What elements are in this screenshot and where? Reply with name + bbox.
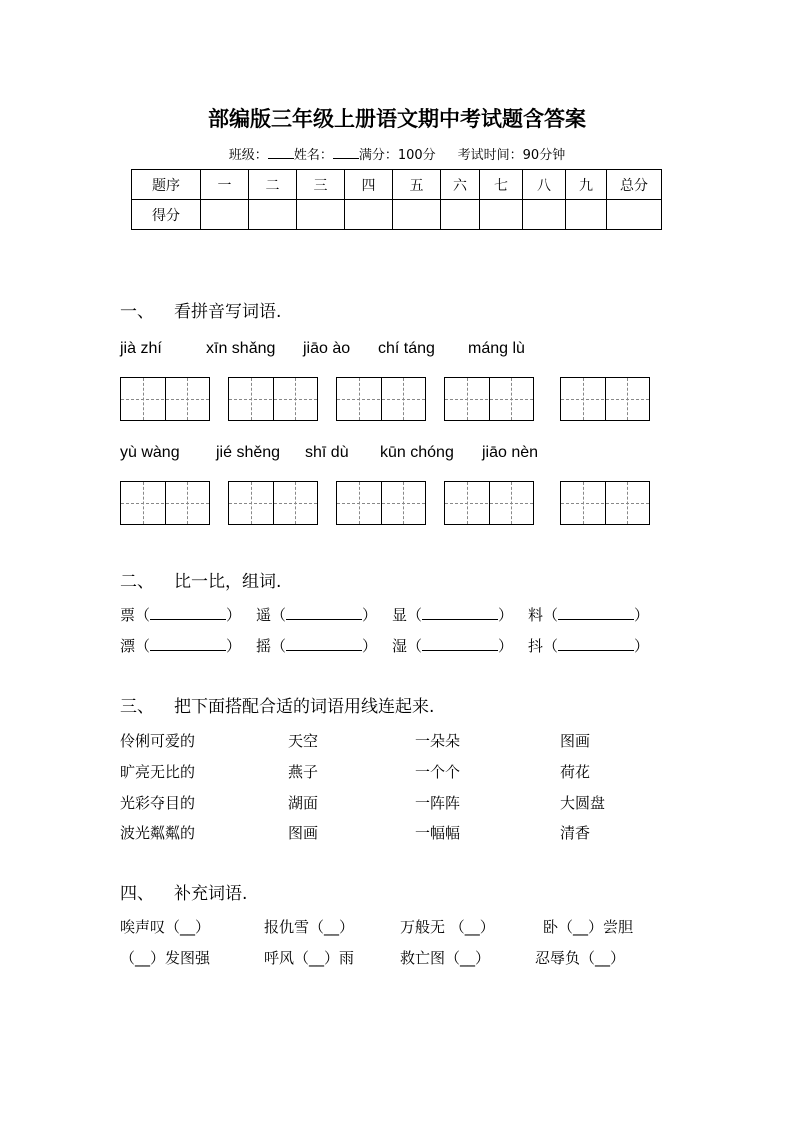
answer-blank[interactable] [150, 650, 226, 651]
score-header-row [132, 170, 662, 200]
compare-char: 漂 [120, 637, 136, 655]
section-3-heading [120, 692, 434, 717]
compare-item [256, 635, 377, 656]
score-header-cell: 六 [441, 170, 480, 200]
match-word[interactable]: 大圆盘 [560, 794, 606, 812]
close-paren: ） [362, 637, 378, 655]
compare-char: 摇 [256, 637, 272, 655]
open-paren: （ [407, 606, 423, 624]
compare-item [392, 635, 513, 656]
writing-grid[interactable] [120, 377, 210, 421]
match-word[interactable]: 光彩夺目的 [120, 794, 196, 812]
writing-grid[interactable] [444, 481, 534, 525]
section-number: 四、 [120, 884, 154, 904]
writing-grid[interactable] [560, 481, 650, 525]
close-paren: ） [634, 606, 650, 624]
answer-blank[interactable] [286, 619, 362, 620]
score-cell[interactable] [480, 200, 523, 230]
score-cell[interactable] [523, 200, 566, 230]
pinyin-label: xīn shǎng [206, 340, 276, 357]
answer-blank[interactable] [558, 650, 634, 651]
supplement-item[interactable]: 呼风（__）雨 [264, 949, 355, 967]
supplement-item[interactable]: 万般无 （__） [400, 918, 495, 936]
score-header-cell: 八 [523, 170, 566, 200]
match-word[interactable]: 伶俐可爱的 [120, 732, 196, 750]
writing-grid[interactable] [228, 377, 318, 421]
pinyin-label: chí táng [378, 340, 435, 357]
score-cell[interactable] [607, 200, 662, 230]
score-header-cell: 题序 [132, 170, 201, 200]
score-cell[interactable] [566, 200, 607, 230]
score-value-row [132, 200, 662, 230]
score-cell[interactable] [441, 200, 480, 230]
section-title: 补充词语. [174, 884, 248, 904]
score-cell[interactable] [297, 200, 345, 230]
score-header-cell: 总分 [607, 170, 662, 200]
writing-grid[interactable] [336, 481, 426, 525]
writing-grid[interactable] [560, 377, 650, 421]
score-cell[interactable] [249, 200, 297, 230]
match-word[interactable]: 一幅幅 [415, 824, 461, 842]
close-paren: ） [226, 606, 242, 624]
score-header-cell: 五 [393, 170, 441, 200]
close-paren: ） [362, 606, 378, 624]
section-title: 看拼音写词语. [174, 302, 282, 322]
supplement-item[interactable]: 唉声叹（__） [120, 918, 211, 936]
close-paren: ） [498, 637, 514, 655]
compare-char: 湿 [392, 637, 408, 655]
page-title: 部编版三年级上册语文期中考试题含答案 [208, 106, 586, 131]
compare-item [256, 604, 377, 625]
compare-item [528, 635, 649, 656]
match-word[interactable]: 燕子 [288, 763, 319, 781]
match-word[interactable]: 波光粼粼的 [120, 824, 196, 842]
section-number: 三、 [120, 697, 154, 717]
answer-blank[interactable] [286, 650, 362, 651]
answer-blank[interactable] [422, 650, 498, 651]
section-4-heading [120, 879, 247, 904]
open-paren: （ [271, 637, 287, 655]
compare-item [392, 604, 513, 625]
section-1-heading [120, 297, 281, 322]
writing-grid[interactable] [120, 481, 210, 525]
supplement-item[interactable]: 救亡图（__） [400, 949, 491, 967]
compare-char: 料 [528, 606, 544, 624]
writing-grid[interactable] [336, 377, 426, 421]
score-header-cell: 九 [566, 170, 607, 200]
match-word[interactable]: 图画 [560, 732, 591, 750]
score-cell[interactable] [345, 200, 393, 230]
score-cell[interactable] [201, 200, 249, 230]
match-word[interactable]: 一朵朵 [415, 732, 461, 750]
writing-grid[interactable] [228, 481, 318, 525]
answer-blank[interactable] [422, 619, 498, 620]
compare-char: 显 [392, 606, 408, 624]
match-word[interactable]: 荷花 [560, 763, 591, 781]
exam-time: 考试时间：90分钟 [457, 148, 566, 163]
supplement-item[interactable]: 报仇雪（__） [264, 918, 355, 936]
section-title: 把下面搭配合适的词语用线连起来. [174, 697, 435, 717]
close-paren: ） [226, 637, 242, 655]
close-paren: ） [634, 637, 650, 655]
pinyin-label: jié shěng [216, 444, 281, 461]
answer-blank[interactable] [150, 619, 226, 620]
close-paren: ） [498, 606, 514, 624]
score-header-cell: 一 [201, 170, 249, 200]
name-blank[interactable] [333, 147, 359, 159]
supplement-item[interactable]: 卧（__）尝胆 [543, 918, 634, 936]
compare-item [120, 604, 241, 625]
compare-char: 遥 [256, 606, 272, 624]
pinyin-label: jiāo ào [303, 340, 351, 357]
exam-meta [0, 144, 794, 163]
compare-char: 抖 [528, 637, 544, 655]
open-paren: （ [407, 637, 423, 655]
section-number: 二、 [120, 572, 154, 592]
name-label: 姓名： [293, 148, 333, 163]
match-word[interactable]: 天空 [288, 732, 319, 750]
match-word[interactable]: 旷亮无比的 [120, 763, 196, 781]
score-header-cell: 四 [345, 170, 393, 200]
match-word[interactable]: 清香 [560, 824, 591, 842]
pinyin-label: kūn chóng [380, 444, 454, 461]
compare-item [528, 604, 649, 625]
answer-blank[interactable] [558, 619, 634, 620]
pinyin-label: jià zhí [120, 340, 162, 357]
writing-grid[interactable] [444, 377, 534, 421]
pinyin-label: shī dù [305, 444, 349, 461]
score-cell[interactable] [393, 200, 441, 230]
supplement-item[interactable]: （__）发图强 [120, 949, 211, 967]
pinyin-label: jiāo nèn [482, 444, 539, 461]
match-word[interactable]: 一阵阵 [415, 794, 461, 812]
compare-item [120, 635, 241, 656]
score-header-cell: 二 [249, 170, 297, 200]
score-table [131, 169, 662, 230]
match-word[interactable]: 图画 [288, 824, 319, 842]
open-paren: （ [543, 606, 559, 624]
score-header-cell: 三 [297, 170, 345, 200]
compare-char: 票 [120, 606, 136, 624]
open-paren: （ [135, 637, 151, 655]
class-label: 班级： [228, 148, 268, 163]
section-title: 比一比，组词. [174, 572, 282, 592]
match-word[interactable]: 湖面 [288, 794, 319, 812]
pinyin-label: máng lù [468, 340, 525, 357]
open-paren: （ [271, 606, 287, 624]
match-word[interactable]: 一个个 [415, 763, 461, 781]
full-marks: 满分：100分 [358, 148, 436, 163]
score-row-label: 得分 [132, 200, 201, 230]
section-number: 一、 [120, 302, 154, 322]
supplement-item[interactable]: 忍辱负（__） [535, 949, 626, 967]
class-blank[interactable] [268, 147, 294, 159]
open-paren: （ [543, 637, 559, 655]
section-2-heading [120, 567, 281, 592]
pinyin-label: yù wàng [120, 444, 180, 461]
open-paren: （ [135, 606, 151, 624]
score-header-cell: 七 [480, 170, 523, 200]
